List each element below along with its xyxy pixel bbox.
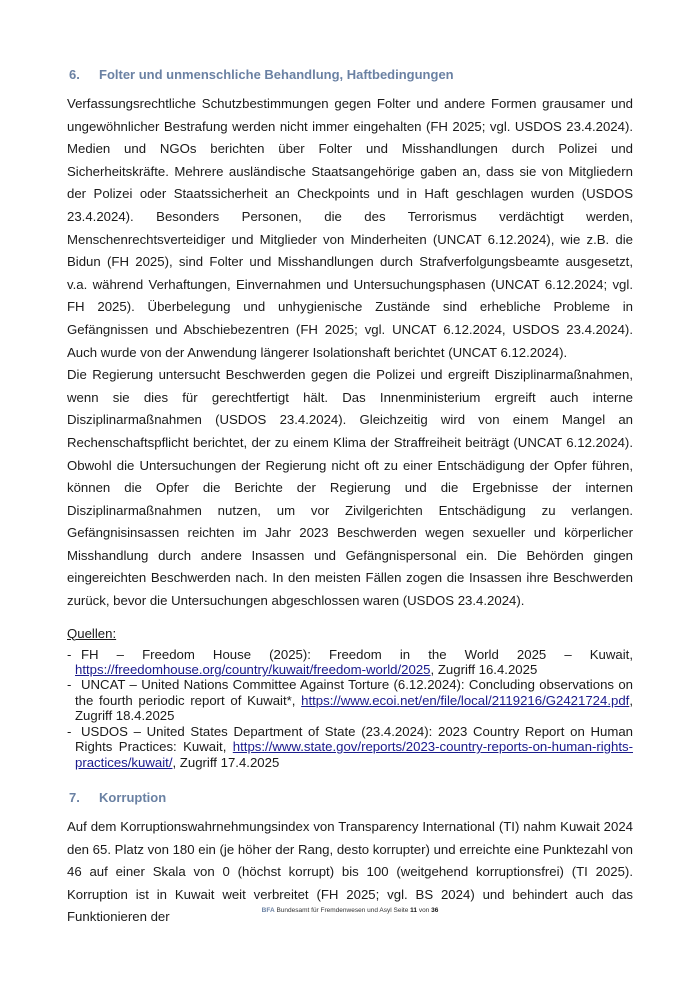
total-pages: 36 — [431, 907, 439, 914]
source-access-date: , Zugriff 16.4.2025 — [430, 662, 538, 678]
source-access-date: , Zugriff 18.4.2025 — [75, 692, 633, 724]
current-page-number: 11 — [410, 907, 418, 914]
list-dash: - — [67, 723, 72, 739]
source-text: UNCAT – United Nations Committee Against Torture (6.12.2024): Concluding observations on the fourth periodic report of Kuwait*, — [75, 677, 633, 708]
section-title: Korruption — [99, 790, 167, 806]
source-item — [67, 724, 633, 770]
sources-list — [67, 647, 633, 770]
source-text: FH – Freedom House (2025): Freedom in the World 2025 – Kuwait, — [81, 646, 633, 662]
body-paragraph: Verfassungsrechtliche Schutzbestimmungen gegen Folter und andere Formen grausamer und ungewöhnlicher Bestrafung werden nicht immer eingehalten (FH 2025; vgl. USDOS 23.4.2024). Medien und NGOs berichten über Folter und Misshandlungen durch Polizei und Sicherheitskräfte. Mehrere ausländische Staatsangehörige gaben an, dass sie von Mitgliedern der Polizei oder Staatssicherheit an Checkpoints und in Haft geschlagen wurden (USDOS 23.4.2024). Besonders Personen, die des Terrorismus verdächtigt werden, Menschenrechtsverteidiger und Mitglieder von Minderheiten (UNCAT 6.12.2024), wie z.B. die Bidun (FH 2025), sind Folter und Misshandlungen durch Strafverfolgungsbeamte ausgesetzt, v.a. während Verhaftungen, Einvernahmen und Untersuchungsphasen (UNCAT 6.12.2024; vgl. FH 2025). Überbelegung und unhygienische Zustände sind erhebliche Probleme in Gefängnissen und Abschiebezentren (FH 2025; vgl. UNCAT 6.12.2024, USDOS 23.4.2024). Auch wurde von der Anwendung längerer Isolationshaft berichtet (UNCAT 6.12.2024). — [67, 96, 633, 360]
section-heading-6 — [67, 62, 633, 86]
sources-label: Quellen: — [67, 625, 117, 641]
source-access-date: , Zugriff 17.4.2025 — [172, 754, 280, 770]
source-item — [67, 647, 633, 678]
footer-org: Bundesamt für Fremdenwesen und Asyl Seite — [274, 907, 411, 914]
source-item — [67, 677, 633, 723]
list-dash: - — [67, 646, 72, 662]
list-dash: - — [67, 677, 72, 693]
body-paragraph: Auf dem Korruptionswahrnehmungsindex von Transparency International (TI) nahm Kuwait 2024 den 65. Platz von 180 ein (je höher der Rang, desto korrupter) und erreichte eine Punktezahl von 46 auf einer Skala von 0 (höchst korrupt) bis 100 (weitgehend korruptionsfrei) (TI 2025). Korruption ist in Kuwait weit verbreitet (FH 2025; vgl. BS 2024) und behindert auch das Funktionieren der — [67, 818, 633, 925]
source-text: USDOS – United States Department of State (23.4.2024): 2023 Country Report on Human Rights Practices: Kuwait, — [75, 723, 633, 755]
section-title: Folter und unmenschliche Behandlung, Haftbedingungen — [99, 66, 454, 82]
section-number: 7. — [69, 790, 80, 806]
section-number: 6. — [69, 66, 80, 82]
footer-of: von — [417, 907, 432, 914]
source-link[interactable]: https://freedomhouse.org/country/kuwait/freedom-world/2025 — [75, 662, 431, 678]
document-page — [67, 62, 633, 929]
source-link[interactable]: https://www.ecoi.net/en/file/local/2119216/G2421724.pdf — [301, 692, 630, 708]
page-footer — [0, 907, 700, 914]
source-link[interactable]: https://www.state.gov/reports/2023-country-reports-on-human-rights-practices/kuwait/ — [75, 739, 633, 770]
section-heading-7 — [67, 786, 633, 810]
bfa-logo-text: BFA — [261, 907, 275, 914]
body-paragraph: Die Regierung untersucht Beschwerden gegen die Polizei und ergreift Disziplinarmaßnahmen, wenn sie dies für gerechtfertigt hält. Das Innenministerium ergreift auch interne Disziplinarmaßnahmen (USDOS 23.4.2024). Gleichzeitig wird von einem Mangel an Rechenschaftspflicht berichtet, der zu einem Klima der Straffreiheit beiträgt (UNCAT 6.12.2024). Obwohl die Untersuchungen der Regierung nicht oft zu einer Entschädigung der Opfer führen, können die Opfer die Berichte der Regierung und die Ergebnisse der internen Disziplinarmaßnahmen nutzen, um vor Zivilgerichten Entschädigung zu verlangen. Gefängnisinsassen reichten im Jahr 2023 Beschwerden wegen sexueller und körperlicher Misshandlung durch andere Insassen und Gefängnispersonal ein. Die Behörden gingen eingereichten Beschwerden nach. In den meisten Fällen zogen die Insassen ihre Beschwerden zurück, bevor die Untersuchungen abgeschlossen waren (USDOS 23.4.2024). — [67, 367, 633, 609]
